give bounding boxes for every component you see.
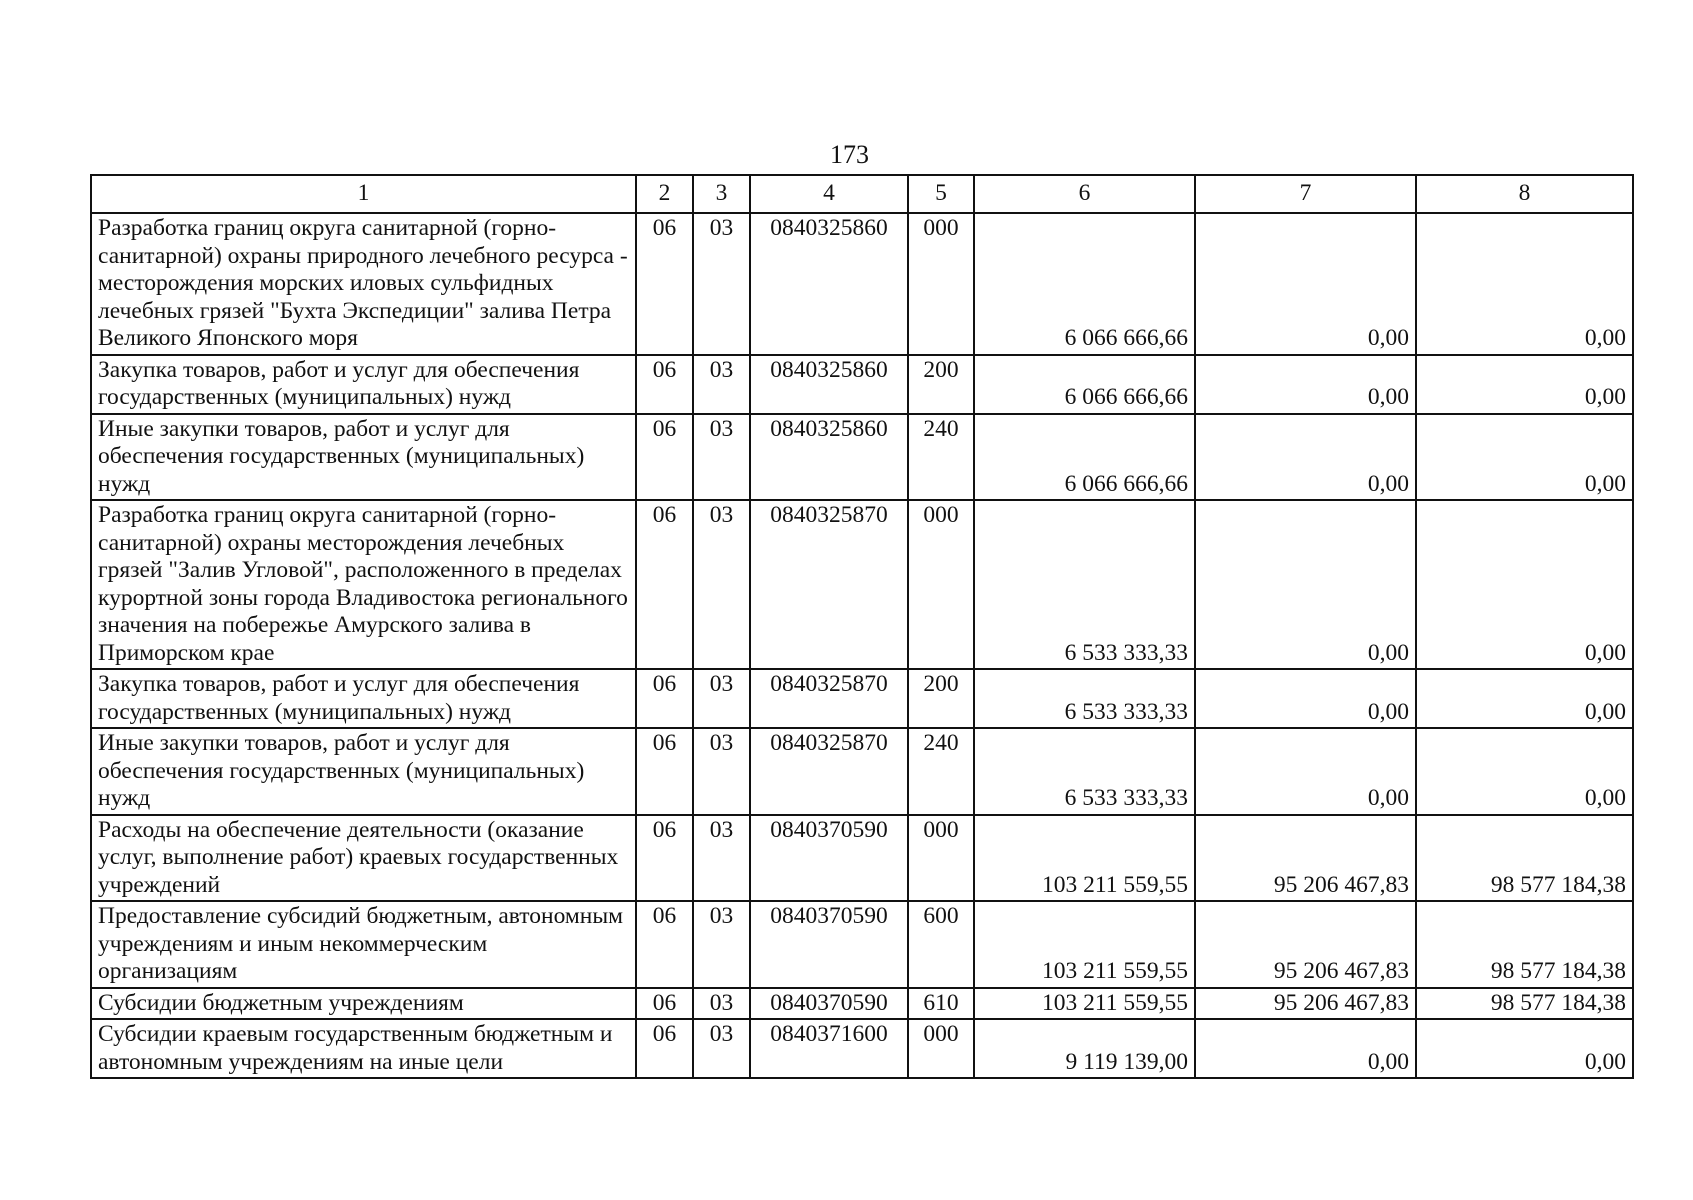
section-code: 06: [636, 669, 693, 728]
page-number: 173: [830, 140, 869, 169]
column-header: 8: [1416, 175, 1633, 213]
amount-col-7: 0,00: [1195, 414, 1416, 501]
amount-col-6: 103 211 559,55: [974, 988, 1195, 1020]
target-article-code: 0840325870: [750, 500, 908, 669]
column-header: 5: [908, 175, 974, 213]
row-description: Предоставление субсидий бюджетным, автономным учреждениям и иным некоммерческим организациям: [91, 901, 636, 988]
column-header: 2: [636, 175, 693, 213]
row-description: Закупка товаров, работ и услуг для обеспечения государственных (муниципальных) нужд: [91, 669, 636, 728]
amount-col-7: 95 206 467,83: [1195, 815, 1416, 902]
table-row: [91, 213, 1633, 355]
table-row: [91, 669, 1633, 728]
subsection-code: 03: [693, 414, 750, 501]
target-article-code: 0840325860: [750, 213, 908, 355]
amount-col-7: 0,00: [1195, 1019, 1416, 1078]
amount-col-6: 6 533 333,33: [974, 500, 1195, 669]
section-code: 06: [636, 988, 693, 1020]
subsection-code: 03: [693, 815, 750, 902]
table-row: [91, 500, 1633, 669]
subsection-code: 03: [693, 500, 750, 669]
amount-col-7: 95 206 467,83: [1195, 988, 1416, 1020]
table-row: [91, 901, 1633, 988]
expense-type-code: 200: [908, 669, 974, 728]
amount-col-8: 0,00: [1416, 1019, 1633, 1078]
row-description: Субсидии краевым государственным бюджетным и автономным учреждениям на иные цели: [91, 1019, 636, 1078]
target-article-code: 0840325860: [750, 414, 908, 501]
row-description: Субсидии бюджетным учреждениям: [91, 988, 636, 1020]
amount-col-7: 0,00: [1195, 728, 1416, 815]
subsection-code: 03: [693, 901, 750, 988]
expense-type-code: 000: [908, 1019, 974, 1078]
subsection-code: 03: [693, 355, 750, 414]
table-row: [91, 355, 1633, 414]
amount-col-8: 98 577 184,38: [1416, 901, 1633, 988]
amount-col-7: 95 206 467,83: [1195, 901, 1416, 988]
subsection-code: 03: [693, 728, 750, 815]
subsection-code: 03: [693, 1019, 750, 1078]
amount-col-6: 6 533 333,33: [974, 669, 1195, 728]
column-header: 3: [693, 175, 750, 213]
amount-col-8: 98 577 184,38: [1416, 815, 1633, 902]
amount-col-6: 9 119 139,00: [974, 1019, 1195, 1078]
amount-col-7: 0,00: [1195, 500, 1416, 669]
amount-col-8: 0,00: [1416, 500, 1633, 669]
table-row: [91, 988, 1633, 1020]
table-row: [91, 1019, 1633, 1078]
section-code: 06: [636, 213, 693, 355]
target-article-code: 0840370590: [750, 901, 908, 988]
row-description: Расходы на обеспечение деятельности (оказание услуг, выполнение работ) краевых государственных учреждений: [91, 815, 636, 902]
expense-type-code: 600: [908, 901, 974, 988]
target-article-code: 0840370590: [750, 988, 908, 1020]
target-article-code: 0840325870: [750, 728, 908, 815]
row-description: Разработка границ округа санитарной (горно-санитарной) охраны месторождения лечебных грязей "Залив Угловой", расположенного в пределах курортной зоны города Владивостока регионального значения на побережье Амурского залива в Приморском крае: [91, 500, 636, 669]
column-header: 4: [750, 175, 908, 213]
table-row: [91, 815, 1633, 902]
section-code: 06: [636, 901, 693, 988]
expense-type-code: 200: [908, 355, 974, 414]
section-code: 06: [636, 500, 693, 669]
row-description: Закупка товаров, работ и услуг для обеспечения государственных (муниципальных) нужд: [91, 355, 636, 414]
amount-col-8: 0,00: [1416, 355, 1633, 414]
expense-type-code: 240: [908, 728, 974, 815]
table-row: [91, 414, 1633, 501]
amount-col-7: 0,00: [1195, 213, 1416, 355]
expense-type-code: 000: [908, 500, 974, 669]
table-header-row: [91, 175, 1633, 213]
amount-col-7: 0,00: [1195, 669, 1416, 728]
amount-col-8: 0,00: [1416, 728, 1633, 815]
amount-col-6: 103 211 559,55: [974, 815, 1195, 902]
section-code: 06: [636, 1019, 693, 1078]
amount-col-6: 103 211 559,55: [974, 901, 1195, 988]
target-article-code: 0840325860: [750, 355, 908, 414]
amount-col-8: 98 577 184,38: [1416, 988, 1633, 1020]
expense-type-code: 240: [908, 414, 974, 501]
amount-col-8: 0,00: [1416, 669, 1633, 728]
row-description: Иные закупки товаров, работ и услуг для обеспечения государственных (муниципальных) нужд: [91, 414, 636, 501]
section-code: 06: [636, 355, 693, 414]
subsection-code: 03: [693, 213, 750, 355]
section-code: 06: [636, 728, 693, 815]
expense-type-code: 000: [908, 815, 974, 902]
section-code: 06: [636, 414, 693, 501]
subsection-code: 03: [693, 669, 750, 728]
section-code: 06: [636, 815, 693, 902]
budget-table: [90, 174, 1634, 1079]
column-header: 7: [1195, 175, 1416, 213]
target-article-code: 0840371600: [750, 1019, 908, 1078]
amount-col-6: 6 066 666,66: [974, 213, 1195, 355]
subsection-code: 03: [693, 988, 750, 1020]
target-article-code: 0840325870: [750, 669, 908, 728]
amount-col-6: 6 066 666,66: [974, 414, 1195, 501]
amount-col-6: 6 066 666,66: [974, 355, 1195, 414]
column-header: 1: [91, 175, 636, 213]
amount-col-8: 0,00: [1416, 414, 1633, 501]
expense-type-code: 610: [908, 988, 974, 1020]
table-row: [91, 728, 1633, 815]
amount-col-7: 0,00: [1195, 355, 1416, 414]
row-description: Разработка границ округа санитарной (горно-санитарной) охраны природного лечебного ресурса - месторождения морских иловых сульфидных лечебных грязей "Бухта Экспедиции" залива Петра Великого Японского моря: [91, 213, 636, 355]
amount-col-8: 0,00: [1416, 213, 1633, 355]
column-header: 6: [974, 175, 1195, 213]
target-article-code: 0840370590: [750, 815, 908, 902]
expense-type-code: 000: [908, 213, 974, 355]
amount-col-6: 6 533 333,33: [974, 728, 1195, 815]
row-description: Иные закупки товаров, работ и услуг для обеспечения государственных (муниципальных) нужд: [91, 728, 636, 815]
